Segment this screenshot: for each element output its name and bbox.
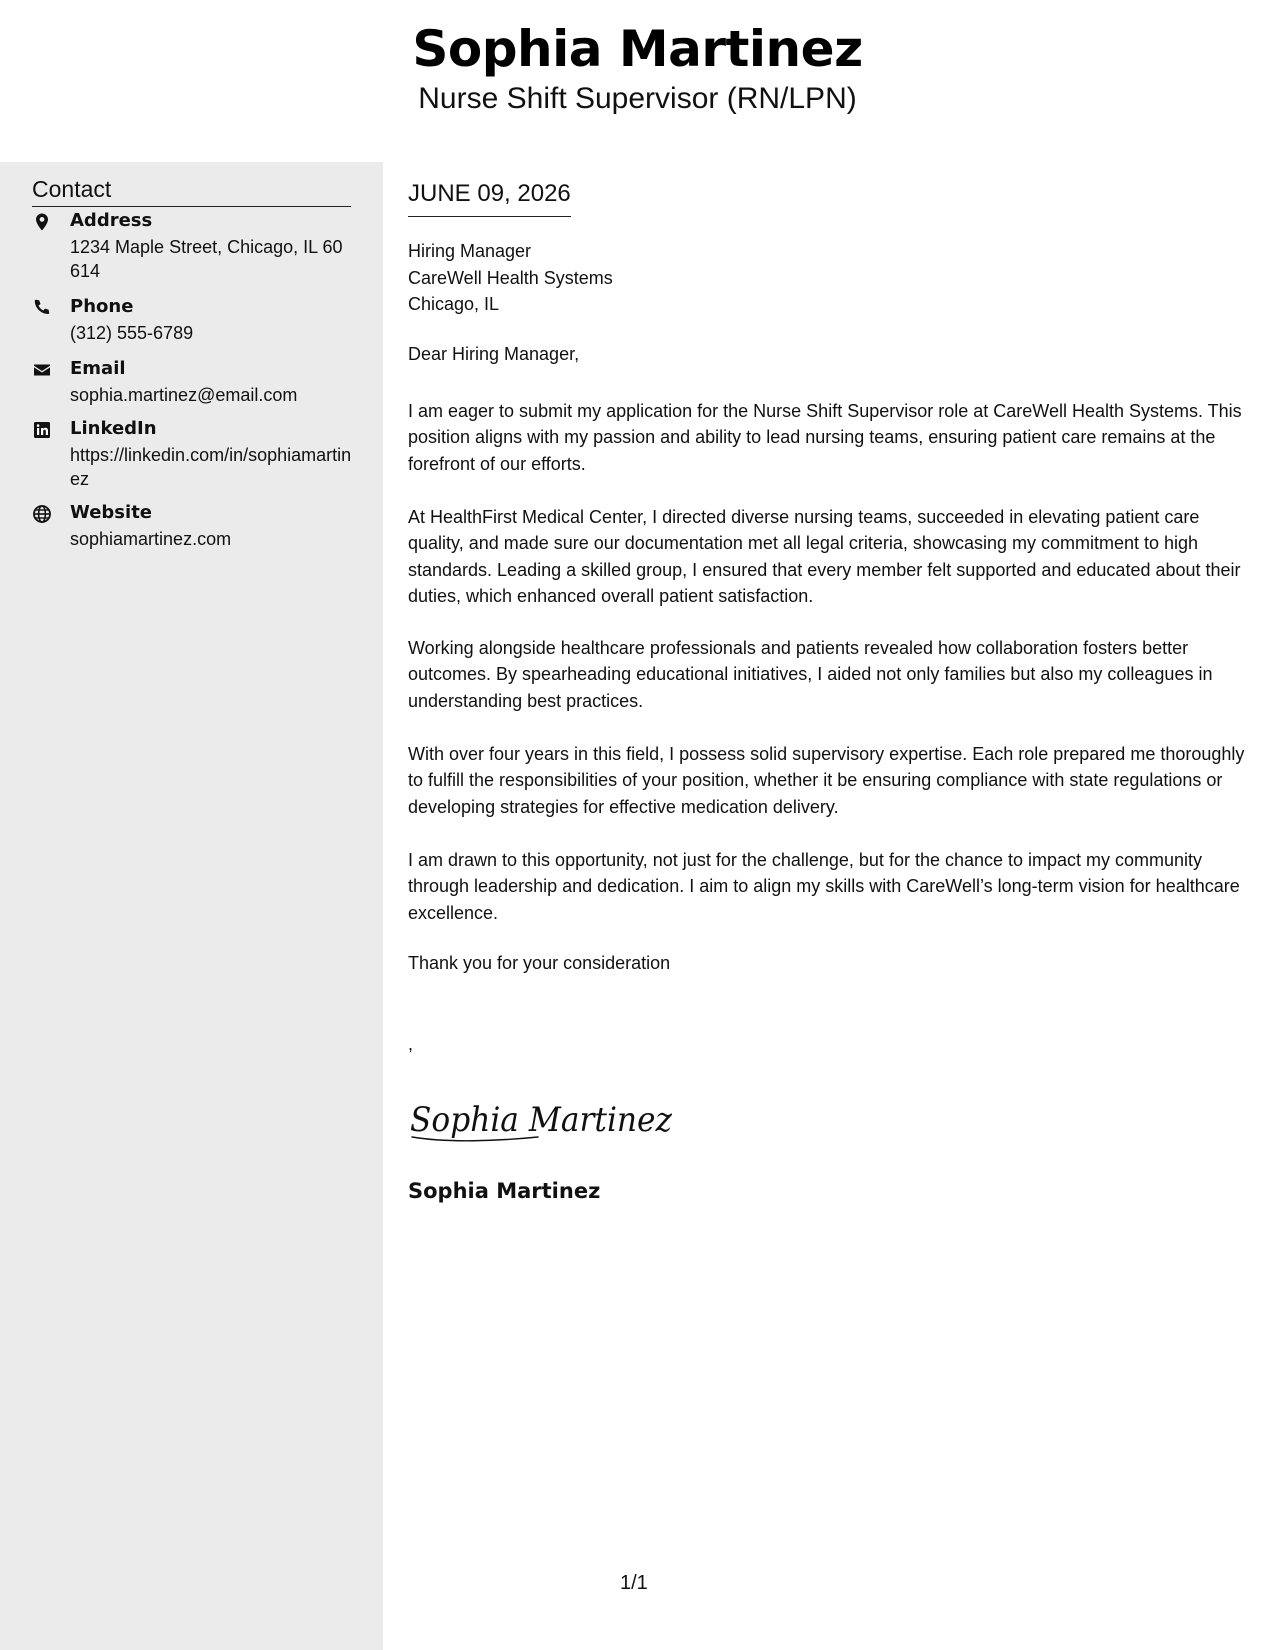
letter-paragraph: With over four years in this field, I possess solid supervisory expertise. Each role prepared me thoroughly to fulfill the responsibilities of your position, whether it be ensuring compliance with state regulations or developing strategies for effective medication delivery. (408, 744, 1245, 817)
recipient-line: Hiring Manager (408, 241, 532, 261)
letter-paragraph: I am drawn to this opportunity, not just for the challenge, but for the chance to impact my community through leadership and dedication. I aim to align my skills with CareWell’s long-term vision for healthcare excellence. (408, 850, 1240, 923)
letter-paragraph: I am eager to submit my application for the Nurse Shift Supervisor role at CareWell Health Systems. This position aligns with my passion and ability to lead nursing teams, ensuring patient care remains at the forefront of our efforts. (408, 401, 1242, 474)
letter-paragraph: Working alongside healthcare professionals and patients revealed how collaboration fosters better outcomes. By spearheading educational initiatives, I aided not only families but also my colleagues in understanding best practices. (408, 638, 1213, 711)
globe-icon (32, 504, 52, 524)
linkedin-icon (32, 420, 52, 440)
recipient-line: Chicago, IL (408, 294, 500, 314)
contact-value: (312) 555-6789 (70, 323, 194, 343)
letter-date: JUNE 09, 2026 (408, 180, 571, 217)
recipient-block (408, 238, 613, 318)
page-number: 1/1 (620, 1572, 648, 1594)
contact-value: 1234 Maple Street, Chicago, IL 60614 (70, 237, 343, 281)
applicant-role: Nurse Shift Supervisor (RN/LPN) (418, 82, 857, 115)
envelope-icon (32, 360, 52, 380)
contact-value: sophiamartinez.com (70, 529, 232, 549)
contact-label: Website (70, 502, 153, 523)
contact-label: Phone (70, 296, 134, 317)
contact-label: Email (70, 358, 126, 379)
salutation: Dear Hiring Manager, (408, 344, 580, 364)
contact-value: https://linkedin.com/in/sophiamartinez (70, 445, 352, 489)
recipient-line: CareWell Health Systems (408, 267, 613, 288)
closing-punctuation: , (408, 1034, 414, 1054)
contact-value: sophia.martinez@email.com (70, 385, 298, 405)
contact-label: LinkedIn (70, 418, 157, 439)
letter-paragraph: At HealthFirst Medical Center, I directed diverse nursing teams, succeeded in elevating patient care quality, and made sure our documentation met all legal criteria, showcasing my commitment to high standards. Leading a skilled group, I ensured that every member felt supported and educated about their duties, which enhanced overall patient satisfaction. (408, 507, 1241, 607)
signature-text: Sophia Martinez (410, 1100, 673, 1140)
letter-header (0, 0, 1275, 162)
contact-sidebar (0, 162, 383, 1650)
handwritten-signature (408, 1087, 678, 1149)
phone-icon (32, 298, 52, 318)
applicant-name: Sophia Martinez (412, 20, 863, 78)
contact-label: Address (70, 210, 153, 231)
signer-name: Sophia Martinez (408, 1179, 601, 1203)
map-pin-icon (32, 212, 52, 232)
contact-heading: Contact (32, 176, 351, 207)
closing-line: Thank you for your consideration (408, 953, 671, 973)
